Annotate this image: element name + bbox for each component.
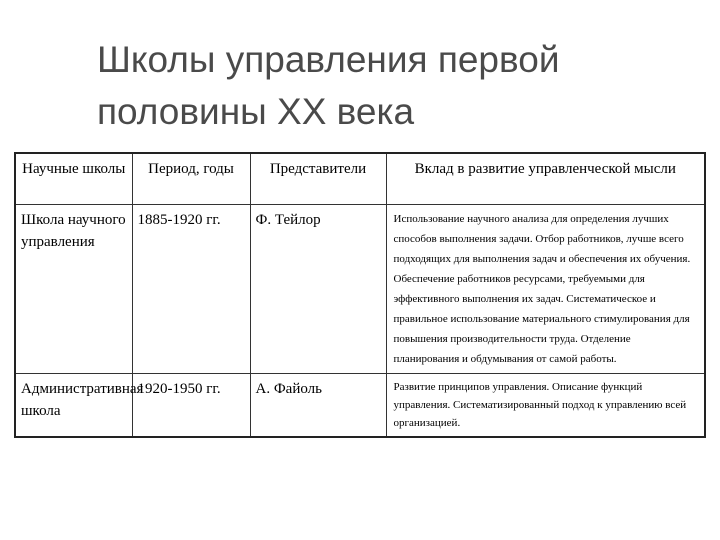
- row-period: 1885-1920 гг.: [132, 205, 250, 374]
- row-school-name: Административная школа: [15, 374, 132, 438]
- row-period: 1920-1950 гг.: [132, 374, 250, 438]
- row-contribution: Использование научного анализа для определения лучших способов выполнения задачи. Отбор работников, лучше всего подходящих для выполнения задач и обеспечения их обучения. Обеспечение работников ресурсами, требуемыми для эффективного выполнения их задач. Систематическое и правильное использование материального стимулирования для повышения производительности труда. Отделение планирования и обдумывания от самой работы.: [386, 205, 705, 374]
- table-row: [15, 374, 705, 438]
- table-row: [15, 205, 705, 374]
- row-contribution: Развитие принципов управления. Описание функций управления. Систематизированный подход к управлению всей организацией.: [386, 374, 705, 438]
- row-representatives: А. Файоль: [250, 374, 386, 438]
- header-schools: Научные школы: [15, 153, 132, 205]
- header-representatives: Представители: [250, 153, 386, 205]
- schools-table: [14, 152, 706, 438]
- table-header-row: [15, 153, 705, 205]
- header-contribution: Вклад в развитие управленческой мысли: [386, 153, 705, 205]
- row-representatives: Ф. Тейлор: [250, 205, 386, 374]
- row-school-name: Школа научного управления: [15, 205, 132, 374]
- slide-title: Школы управления первой половины XX века: [97, 39, 560, 132]
- header-period: Период, годы: [132, 153, 250, 205]
